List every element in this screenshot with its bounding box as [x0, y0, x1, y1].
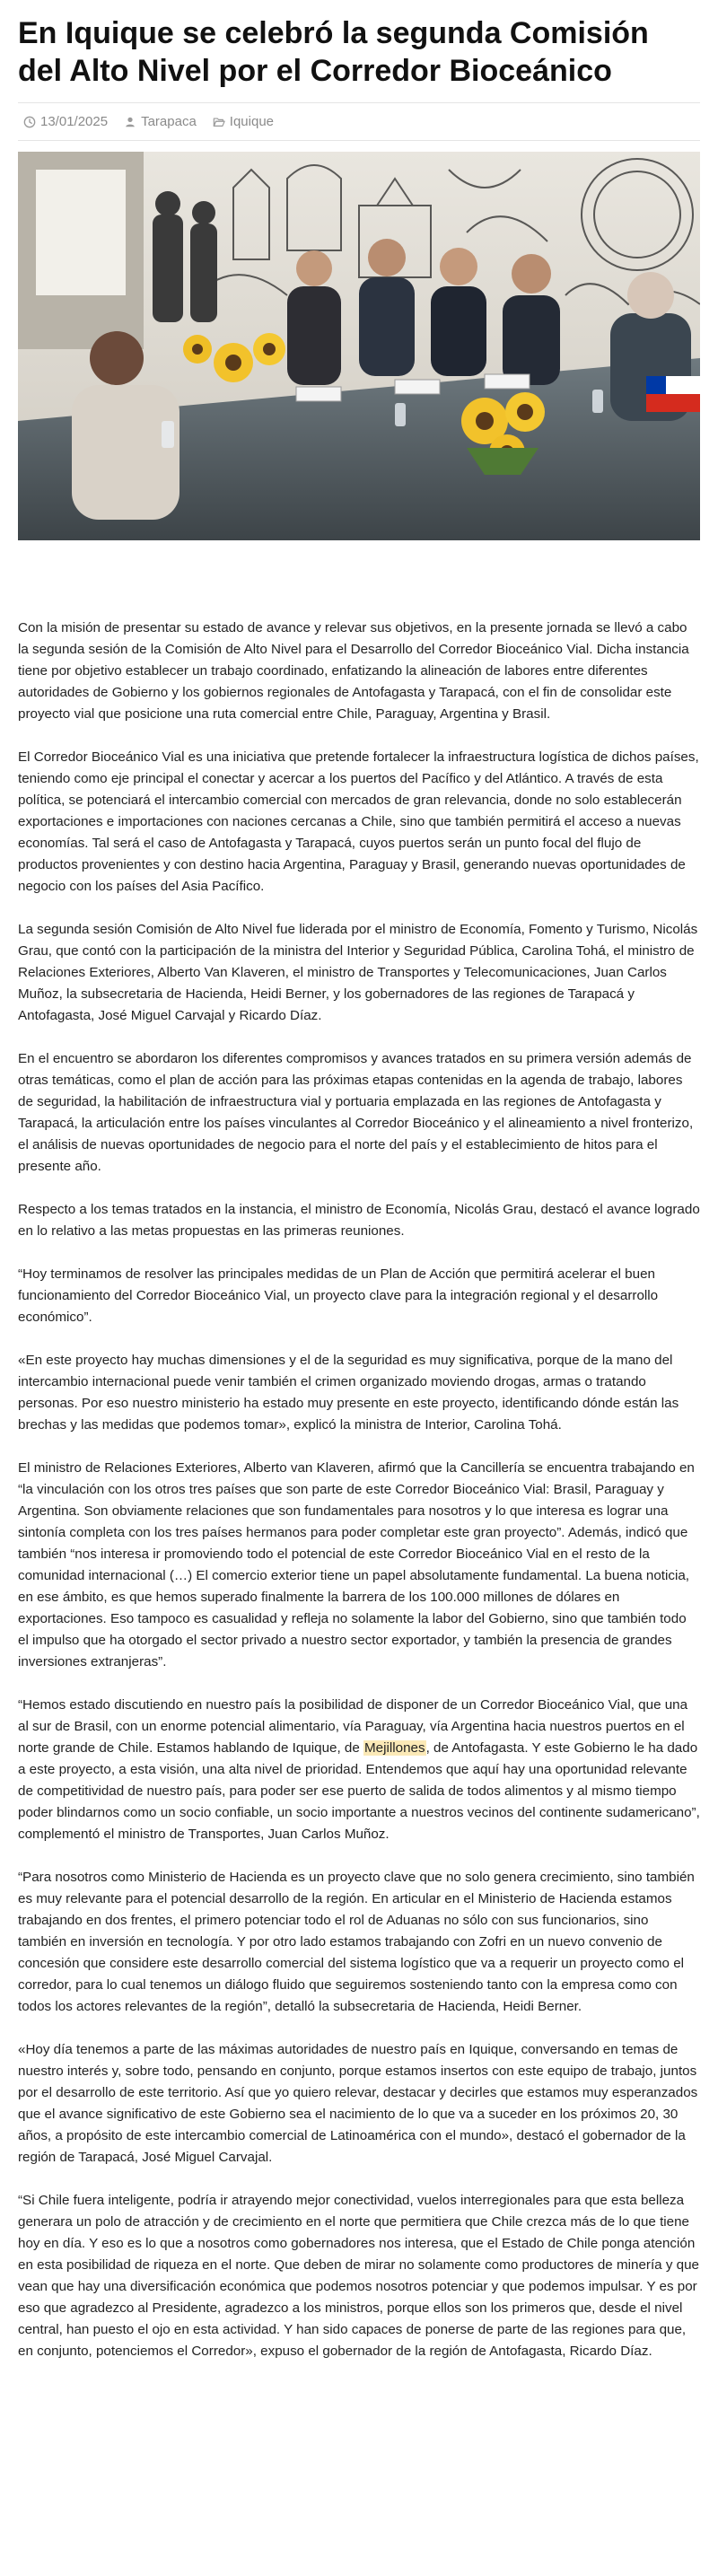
paragraph-12: “Si Chile fuera inteligente, podría ir atrayendo mejor conectividad, vuelos interregionales para que esta belleza generara un polo de atracción y de crecimiento en el norte que permitiera que Chile crezca más de lo que tiene hoy en día. Y eso es lo que a nosotros como gobernadores nos interesa, que el Estado de Chile ponga atención en esta posibilidad de riqueza en el norte. Que deben de mirar no solamente como productores de minería y que vean que hay una diversificación económica que podemos nosotros potenciar y que podemos impulsar. Y es por eso que agradezco al Presidente, agradezco a los ministros, porque ellos son los primeros que, desde el nivel central, han puesto el ojo en esta actividad. Y han sido capaces de ponerse de parte de las regiones para que, en conjunto, potenciemos el Corredor», expuso el gobernador de la región de Antofagasta, Ricardo Díaz. — [18, 2193, 699, 2359]
paragraph-10: “Para nosotros como Ministerio de Hacienda es un proyecto clave que no solo genera crecimiento, sino también es muy relevante para el potencial desarrollo de la región. En articular en el Ministerio de Hacienda estamos trabajando en dos frentes, el primero potenciar todo el rol de Aduanas no sólo con sus funcionarios, sino también en inversión en tecnología. Y por otro lado estamos trabajando con Zofri en un nuevo convenio de concesión que considere este desarrollo comercial del sistema logístico que va a requerir un proyecto como el corredor, para lo cual tenemos un diálogo fluido que seguiremos sosteniendo tanto con la empresa como con todos los actores relevantes de la región”, detalló la subsecretaria de Hacienda, Heidi Berner. — [18, 1870, 695, 2014]
user-icon — [124, 116, 136, 128]
paragraph-7: «En este proyecto hay muchas dimensiones y el de la seguridad es muy significativa, porque de la mano del intercambio internacional puede venir también el crimen organizado moviendo drogas, armas o tratando personas. Por eso nuestro ministerio ha estado muy presente en este proyecto, identificando dónde están las brechas y las medidas que podemos tomar», explicó la ministra de Interior, Carolina Tohá. — [18, 1353, 679, 1433]
meta-category-text[interactable]: Iquique — [229, 114, 275, 129]
article-body — [18, 618, 700, 2362]
paragraph-9 — [18, 1695, 700, 1845]
paragraph-4: En el encuentro se abordaron los diferentes compromisos y avances tratados en su primera versión además de otras temáticas, como el plan de acción para las próximas etapas contenidas en la agenda de trabajo, labores de seguridad, la habilitación de infraestructura vial y portuaria emplazada en las regiones de Antofagasta y Tarapacá, la articulación entre los países vinculantes al Corredor Bioceánico y el alineamiento a nivel fronterizo, el análisis de nuevas oportunidades de negocio para el norte del país y el establecimiento de hitos para el presente año. — [18, 1051, 694, 1174]
article-container — [0, 14, 718, 2362]
paragraph-8: El ministro de Relaciones Exteriores, Alberto van Klaveren, afirmó que la Cancillería se encuentra trabajando en “la vinculación con los otros tres países que son parte de este Corredor Bioceánico Vial: Brasil, Paraguay y Argentina. Son obviamente relaciones que son fundamentales para nosotros y lo que interesa es lograr una sintonía completa con los tres países hermanos para poder completar este gran proyecto”. Además, indicó que también “nos interesa ir promoviendo todo el potencial de este Corredor Bioceánico Vial en el resto de la comunidad internacional (…) El comercio exterior tiene un papel absolutamente fundamental. La buena noticia, en ese ámbito, es que hemos superado finalmente la barrera de los 100.000 millones de dólares en exportaciones. Eso tampoco es casualidad y refleja no solamente la labor del Gobierno, sino que también todo el impulso que ha otorgado el sector privado a nuestro sector exportador, y también la presencia de grandes inversiones extranjeras”. — [18, 1460, 695, 1669]
paragraph-3: La segunda sesión Comisión de Alto Nivel fue liderada por el ministro de Economía, Fomento y Turismo, Nicolás Grau, que contó con la participación de la ministra del Interior y Seguridad Pública, Carolina Tohá, el ministro de Relaciones Exteriores, Alberto Van Klaveren, el ministro de Transportes y Telecomunicaciones, Juan Carlos Muñoz, la subsecretaria de Hacienda, Heidi Berner, y los gobernadores de las regiones de Tarapacá y Antofagasta, José Miguel Carvajal y Ricardo Díaz. — [18, 922, 698, 1023]
paragraph-9-before: “Hemos estado discutiendo en nuestro país la posibilidad de disponer de un Corredor Bioceánico Vial, que una al sur de Brasil, con un enorme potencial alimentario, vía Paraguay, vía Argentina hacia nuestros puertos en el norte grande de Chile. Estamos hablando de Iquique, de — [18, 1697, 688, 1756]
paragraph-9-after: , de Antofagasta. Y este Gobierno le ha dado a este proyecto, a esta visión, una alta nivel de prioridad. Entendemos que aquí hay una oportunidad relevante de competitividad de nuestro país, para poder ser ese puerto de salida de todos alimentos y al mismo tiempo poder blindarnos como un socio confiable, un socio importante a nuestros vecinos del continente sudamericano”, complementó el ministro de Transportes, Juan Carlos Muñoz. — [18, 1740, 700, 1842]
meeting-photo-icon — [18, 152, 700, 540]
folder-open-icon — [213, 116, 225, 128]
article-title: En Iquique se celebró la segunda Comisión del Alto Nivel por el Corredor Bioceánico — [18, 16, 649, 88]
meta-region[interactable] — [124, 114, 197, 129]
paragraph-2: El Corredor Bioceánico Vial es una iniciativa que pretende fortalecer la infraestructura logística de dichos países, teniendo como eje principal el conectar y acercar a los puertos del Pacífico y del Atlántico. A través de esta política, se potenciará el intercambio comercial con mercados de gran relevancia, donde no solo establecerán exportaciones e importaciones con naciones cercanas a Chile, sino que también permitirá el acceso a nuevas economías. Tal será el caso de Antofagasta y Tarapacá, cuyos puertos serán un punto focal del flujo de productos provenientes y con destino hacia Argentina, Paraguay y Brasil, generando nuevas oportunidades de negocio con los países del Asia Pacífico. — [18, 749, 699, 894]
meta-date — [23, 114, 108, 129]
article-meta — [18, 102, 700, 141]
clock-icon — [23, 116, 36, 128]
article-photo — [18, 152, 700, 540]
paragraph-6: “Hoy terminamos de resolver las principales medidas de un Plan de Acción que permitirá acelerar el buen funcionamiento del Corredor Bioceánico Vial, un proyecto clave para la integración regional y el desarrollo económico”. — [18, 1266, 659, 1325]
meta-region-text[interactable]: Tarapaca — [141, 114, 197, 129]
meta-date-text: 13/01/2025 — [40, 114, 109, 129]
paragraph-1: Con la misión de presentar su estado de avance y relevar sus objetivos, en la presente jornada se llevó a cabo la segunda sesión de la Comisión de Alto Nivel para el Desarrollo del Corredor Bioceánico Vial. Dicha instancia tiene por objetivo establecer un trabajo coordinado, enfatizando la alineación de labores entre diferentes autoridades de Gobierno y los gobiernos regionales de Antofagasta y Tarapacá, con el fin de consolidar este proyecto vial que posicione una ruta comercial entre Chile, Paraguay, Argentina y Brasil. — [18, 620, 689, 722]
meta-category[interactable] — [213, 114, 274, 129]
paragraph-11: «Hoy día tenemos a parte de las máximas autoridades de nuestro país en Iquique, conversando en temas de nuestro interés y, sobre todo, pensando en conjunto, porque estamos insertos con este equipo de trabajo, juntos por el desarrollo de este territorio. Así que yo quiero relevar, destacar y decirles que estamos muy esperanzados que el avance significativo de este Gobierno sea el nacimiento de lo que va a suceder en los próximos 20, 30 años, a propósito de este intercambio comercial de Latinoamérica con el mundo», destacó el gobernador de la región de Tarapacá, José Miguel Carvajal. — [18, 2042, 698, 2165]
paragraph-5: Respecto a los temas tratados en la instancia, el ministro de Economía, Nicolás Grau, destacó el avance logrado en lo relativo a las metas propuestas en las primeras reuniones. — [18, 1202, 700, 1239]
highlighted-term: Mejillones — [364, 1740, 425, 1756]
